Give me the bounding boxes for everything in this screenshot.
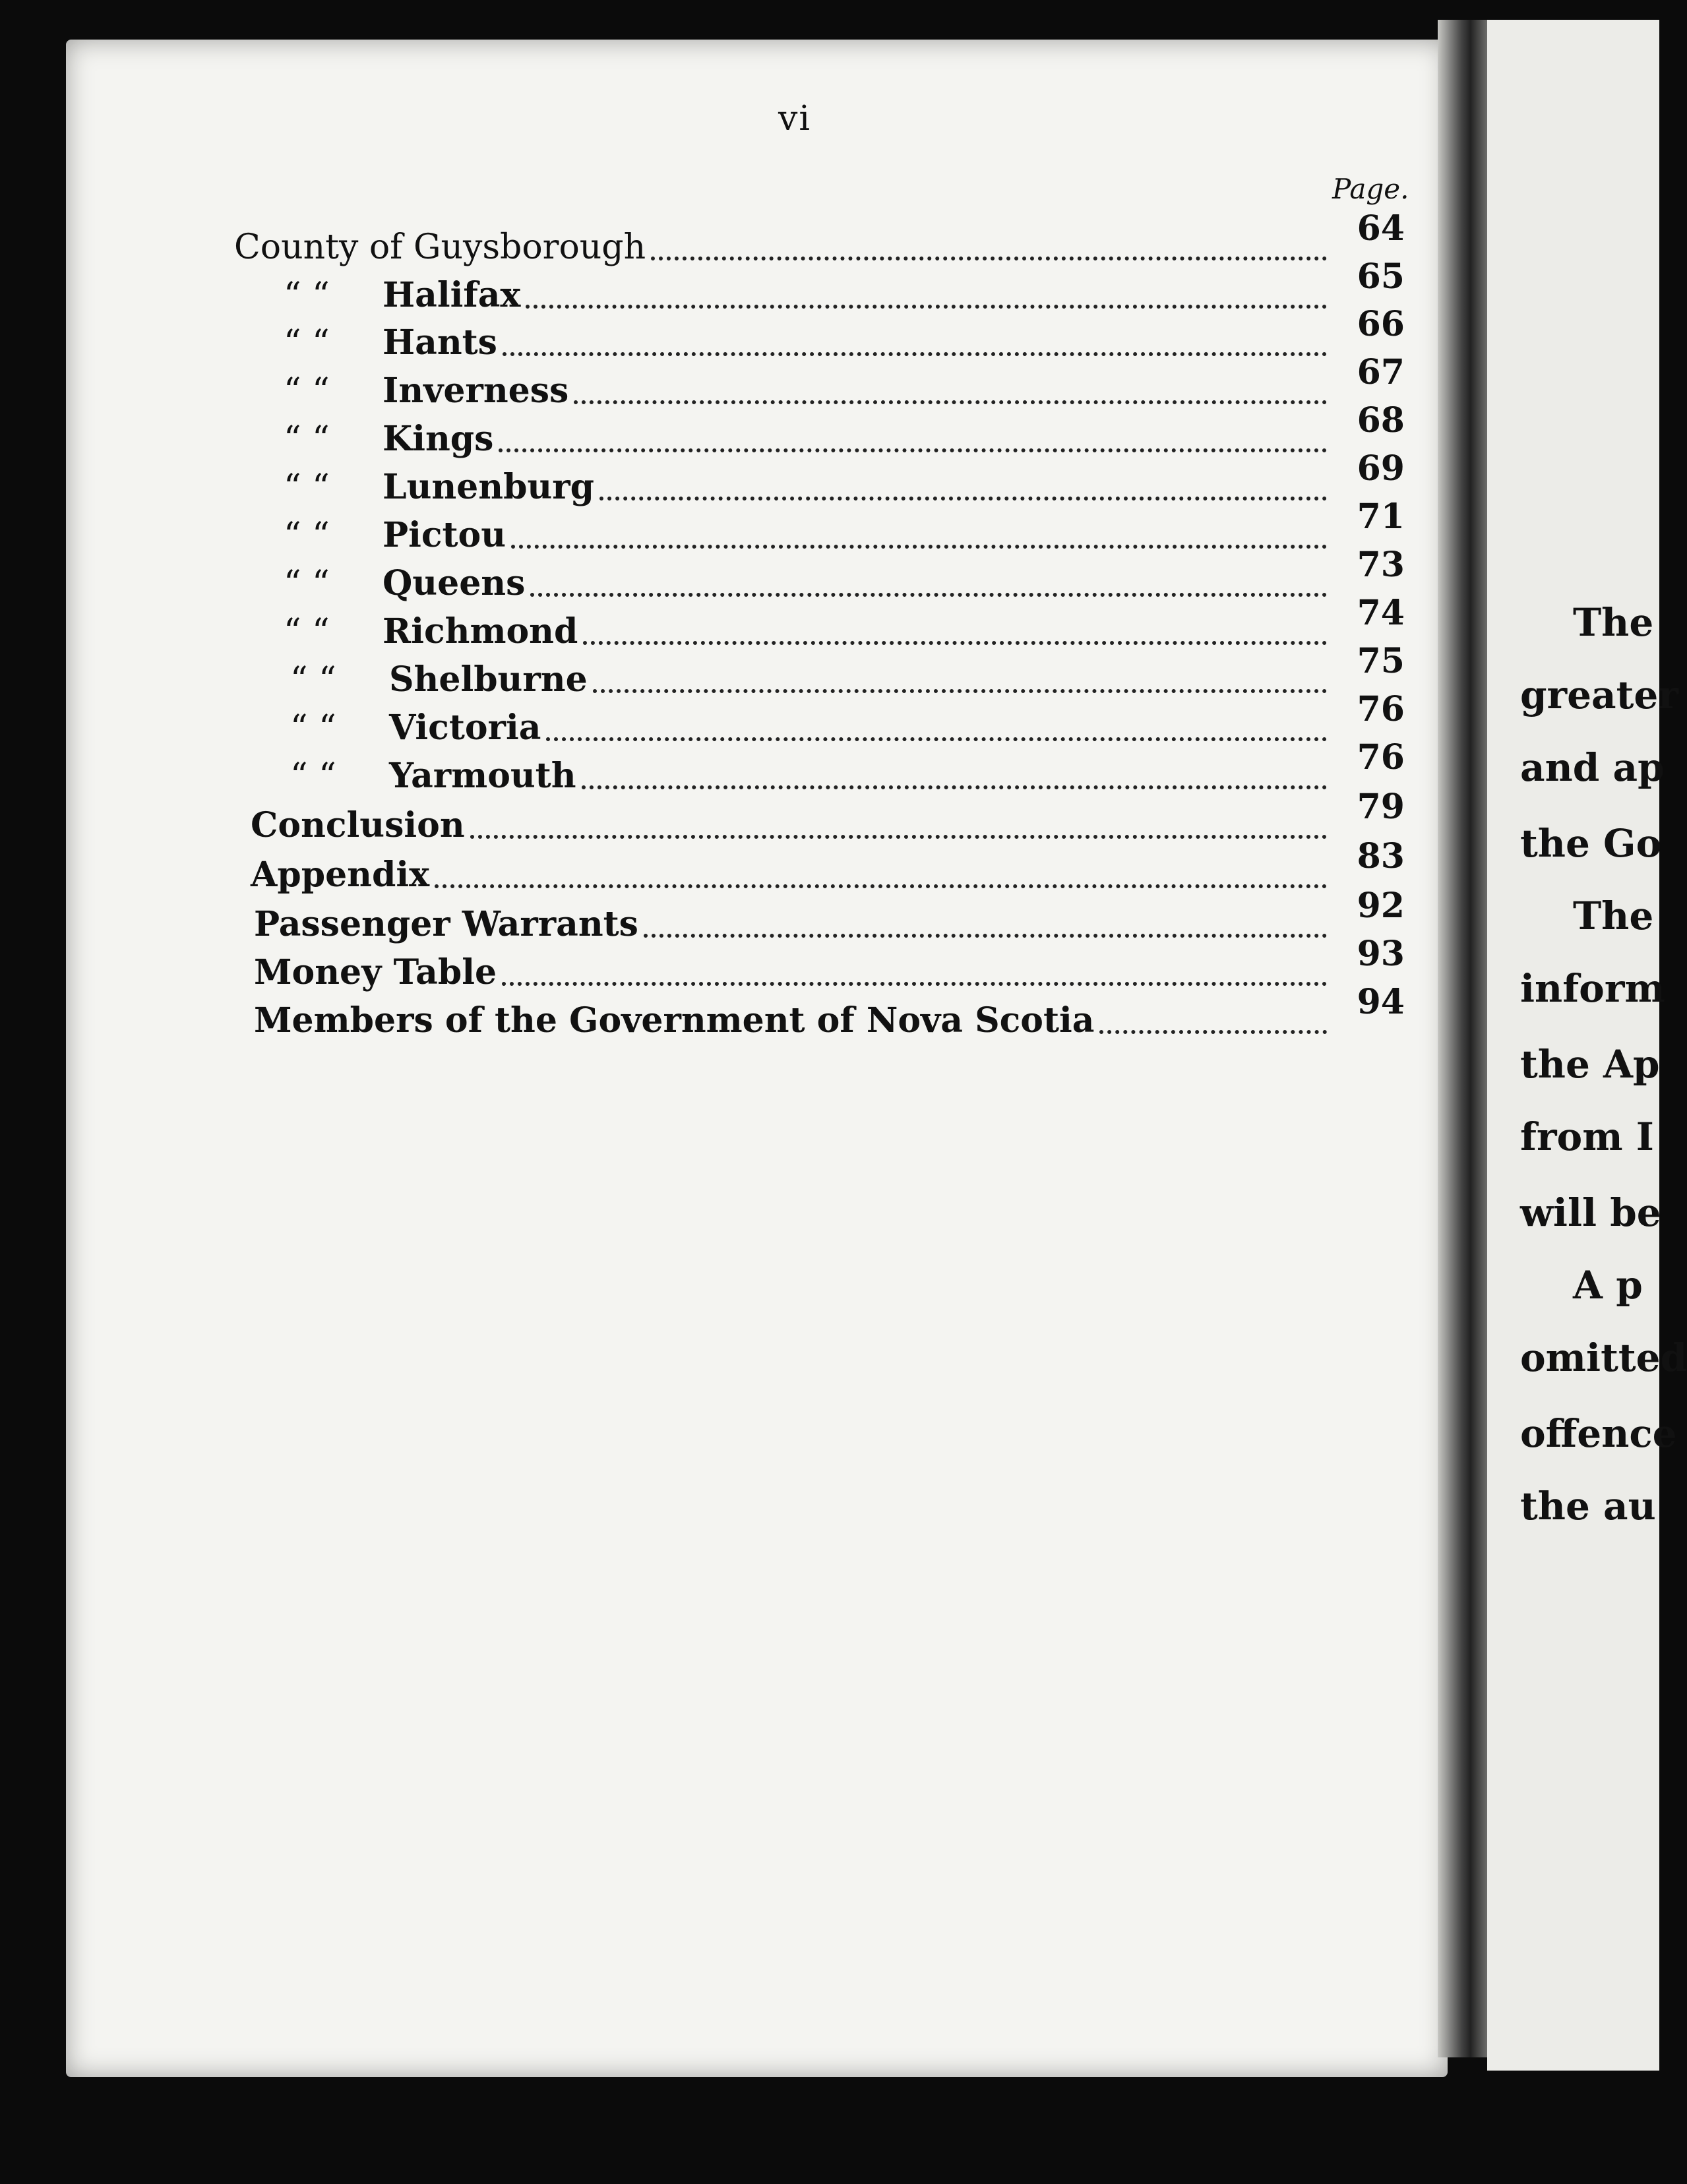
dot-leader [593,689,1327,693]
toc-page-number: 73 [1357,545,1405,585]
toc-entry-label: Halifax [383,275,521,315]
toc-page-number: 76 [1357,689,1405,729]
toc-page-number: 71 [1357,497,1405,537]
dot-leader [530,593,1327,597]
right-page-line: the Ap [1520,1042,1660,1087]
toc-entry-label: Shelburne [389,659,588,700]
right-page-line: the Go [1520,821,1662,866]
toc-entry [284,593,1418,652]
toc-entry [284,400,1418,459]
ditto-mark: “ “ [290,708,336,748]
toc-page-number: 74 [1357,593,1405,633]
toc-page-number: 83 [1357,836,1405,876]
toc-entry [254,982,1418,1041]
toc-page-number: 79 [1357,787,1405,827]
right-page-line: will be [1520,1190,1661,1235]
toc-entry-label: Appendix [251,855,430,895]
toc-entry [284,304,1418,363]
toc-entry [290,641,1418,700]
dot-leader [502,982,1327,986]
toc-page-number: 92 [1357,886,1405,926]
toc-entry [254,886,1418,944]
ditto-mark: “ “ [284,564,330,603]
page-folio: vi [778,99,812,138]
toc-page-number: 68 [1357,400,1405,440]
toc-page-number: 67 [1357,352,1405,392]
dot-leader [599,497,1327,501]
right-page-line: inform [1520,966,1665,1011]
toc-entry-label: Conclusion [251,805,465,845]
right-page-line: from I [1520,1114,1654,1159]
dot-leader [546,737,1327,741]
toc-entry-label: Richmond [383,611,578,652]
dot-leader [651,257,1327,260]
toc-entry [290,689,1418,748]
toc-page-number: 65 [1357,257,1405,297]
toc-page-number: 75 [1357,641,1405,681]
dot-leader [582,785,1327,789]
ditto-mark: “ “ [284,468,330,507]
toc-entry-label: Queens [383,563,526,603]
dot-leader [511,545,1327,549]
toc-page-number: 64 [1357,208,1405,249]
dot-leader [583,641,1327,645]
toc-entry-label: Inverness [383,371,569,411]
toc-entry [284,448,1418,507]
ditto-mark: “ “ [284,323,330,363]
toc-page-number: 69 [1357,448,1405,489]
ditto-mark: “ “ [284,612,330,652]
page-column-heading: Page. [1332,173,1409,205]
toc-entry-label: Victoria [389,708,541,748]
dot-leader [574,400,1327,404]
toc-entry [251,787,1418,845]
toc-entry [284,352,1418,411]
ditto-mark: “ “ [284,516,330,555]
dot-leader [526,305,1327,309]
toc-entry [284,545,1418,603]
dot-leader [499,448,1327,452]
right-page-line: The [1573,600,1654,645]
ditto-mark: “ “ [284,419,330,459]
toc-entry-label: County of Guysborough [234,228,646,267]
toc-entry [290,737,1418,796]
ditto-mark: “ “ [284,276,330,315]
right-page-line: the au [1520,1484,1656,1529]
right-page-line: The [1573,894,1654,938]
toc-entry-label: Money Table [254,952,497,992]
toc-entry-label: Members of the Government of Nova Scotia [254,1000,1095,1041]
toc-entry-label: Pictou [383,515,506,555]
toc-entry [251,836,1418,895]
toc-entry [234,208,1418,267]
toc-entry [284,257,1418,315]
toc-entry-label: Passenger Warrants [254,904,638,944]
toc-page-number: 94 [1357,982,1405,1022]
toc-entry-label: Lunenburg [383,467,594,507]
toc-entry [254,934,1418,992]
toc-page-number: 66 [1357,304,1405,344]
ditto-mark: “ “ [284,371,330,411]
dot-leader [503,352,1327,356]
toc-entry-label: Yarmouth [389,756,576,796]
dot-leader [470,835,1327,839]
right-page-line: A p [1573,1263,1643,1308]
right-page-line: omitted [1520,1335,1687,1380]
toc-page-number: 76 [1357,737,1405,777]
ditto-mark: “ “ [290,660,336,700]
toc-entry [284,497,1418,555]
toc-entry-label: Kings [383,419,494,459]
right-page-line: and ap [1520,745,1665,790]
dot-leader [1099,1030,1327,1034]
dot-leader [435,884,1327,888]
toc-page-number: 93 [1357,934,1405,974]
right-page-line: offence [1520,1411,1677,1456]
right-page-line: greater [1520,673,1678,717]
dot-leader [644,934,1327,938]
toc-entry-label: Hants [383,322,497,363]
ditto-mark: “ “ [290,756,336,796]
